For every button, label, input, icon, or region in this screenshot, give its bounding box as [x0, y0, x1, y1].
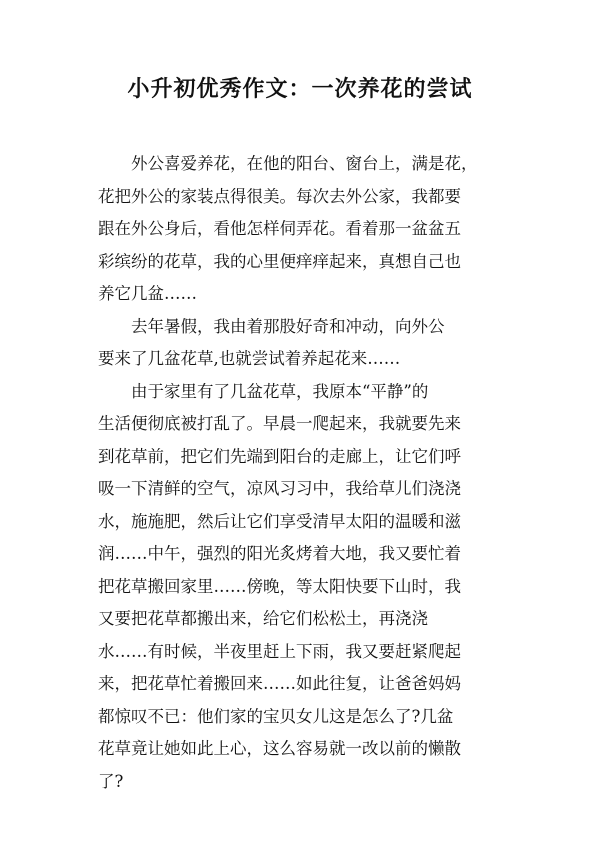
text-line: 来，把花草忙着搬回来……如此往复，让爸爸妈妈	[98, 674, 461, 693]
text-line: 生活便彻底被打乱了。早晨一爬起来，我就要先来	[98, 414, 461, 433]
text-line: 彩缤纷的花草，我的心里便痒痒起来，真想自己也	[98, 251, 461, 271]
text-line: 都惊叹不已：他们家的宝贝女儿这是怎么了?几盆	[98, 706, 454, 726]
text-line: 水，施施肥，然后让它们享受清早太阳的温暖和滋	[98, 511, 461, 531]
text-line: 又要把花草都搬出来，给它们松松土，再浇浇	[98, 609, 428, 628]
document-body	[98, 148, 528, 798]
text-line: 水……有时候，半夜里赶上下雨，我又要赶紧爬起	[98, 641, 461, 661]
text-line: 跟在外公身后，看他怎样伺弄花。看着那一盆盆五	[98, 219, 461, 238]
text-line: 把花草搬回家里……傍晚，等太阳快要下山时，我	[98, 576, 461, 596]
text-line: 由于家里有了几盆花草，我原本“平静”的	[98, 381, 429, 401]
text-line: 花把外公的家装点得很美。每次去外公家，我都要	[98, 186, 461, 206]
text-line: 花草竟让她如此上心，这么容易就一改以前的懒散	[98, 739, 461, 758]
document-title: 小升初优秀作文：一次养花的尝试	[127, 77, 473, 102]
text-line: 到花草前，把它们先端到阳台的走廊上，让它们呼	[98, 446, 461, 466]
text-line: 吸一下清鲜的空气，凉风习习中，我给草儿们浇浇	[98, 479, 461, 498]
text-line: 养它几盆……	[98, 284, 197, 303]
text-line: 要来了几盆花草,也就尝试着养起花来……	[98, 349, 401, 368]
text-line: 了?	[98, 771, 124, 791]
text-line: 去年暑假，我由着那股好奇和冲动，向外公	[98, 316, 445, 336]
text-line: 外公喜爱养花，在他的阳台、窗台上，满是花，	[98, 154, 478, 173]
text-line: 润……中午，强烈的阳光炙烤着大地，我又要忙着	[98, 544, 461, 563]
